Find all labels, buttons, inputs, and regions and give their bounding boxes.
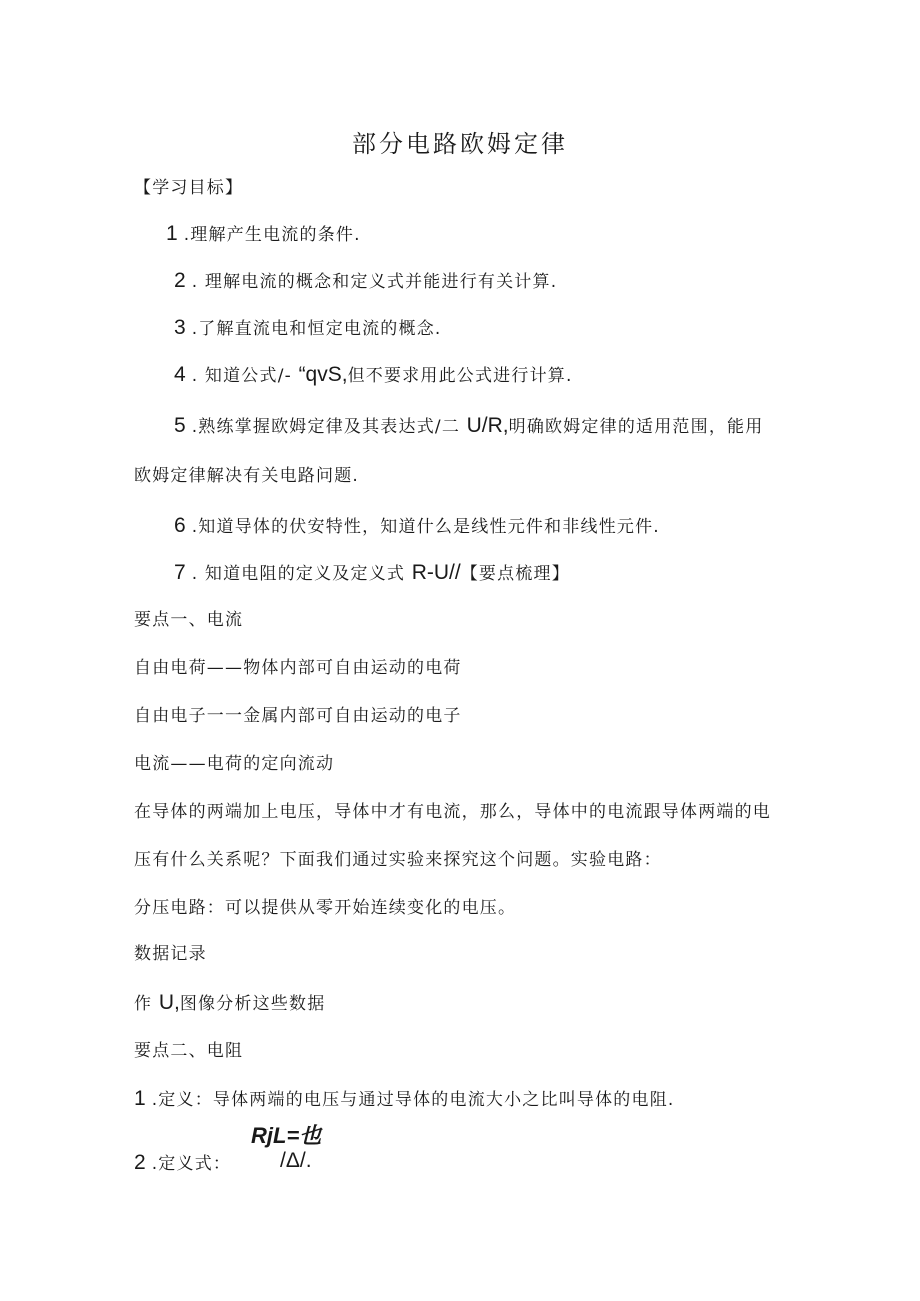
graph-text: 作: [134, 994, 159, 1014]
graph-line: [134, 992, 325, 1013]
objective-text: .理解产生电流的条件.: [183, 225, 361, 245]
objectives-heading: 【学习目标】: [134, 178, 244, 198]
objective-text: . 知道电阻的定义及定义式: [191, 564, 412, 584]
paragraph-line: 数据记录: [134, 944, 207, 964]
paragraph-line: 分压电路：可以提供从零开始连续变化的电压。: [134, 898, 517, 918]
section-heading: 【要点梳理】: [460, 564, 570, 584]
definition-text: .定义：导体两端的电压与通过导体的电流大小之比叫导体的电阻.: [151, 1090, 675, 1110]
objective-7: [174, 562, 570, 583]
definition-text: .定义式：: [151, 1154, 232, 1174]
paragraph-line: 电流——电荷的定向流动: [134, 754, 335, 774]
section-heading-resistance: 要点二、电阻: [134, 1041, 244, 1061]
objective-text: .知道导体的伏安特性，知道什么是线性元件和非线性元件.: [191, 517, 660, 537]
objective-number: 5: [174, 414, 186, 437]
objective-number: 3: [174, 316, 186, 339]
graph-formula: U,: [158, 991, 180, 1014]
objective-text: .熟练掌握欧姆定律及其表达式/二: [191, 417, 467, 437]
definition-formula: [280, 1150, 312, 1171]
graph-text: 图像分析这些数据: [179, 994, 326, 1014]
objective-number: 2: [174, 269, 186, 292]
resistance-formula: RjL=也: [251, 1123, 322, 1148]
paragraph-line: 自由电荷——物体内部可自由运动的电荷: [134, 658, 462, 678]
objective-5: [174, 415, 763, 436]
objective-5-continuation: 欧姆定律解决有关电路问题.: [134, 466, 360, 486]
objective-number: 6: [174, 514, 186, 537]
objective-number: 7: [174, 561, 186, 584]
objective-number: 1: [166, 222, 178, 245]
objective-1: [166, 223, 361, 244]
page-title: 部分电路欧姆定律: [352, 130, 568, 158]
objective-formula: R-U//: [411, 561, 461, 584]
objective-6: [174, 515, 660, 536]
objective-formula: U/R,: [466, 414, 509, 437]
objective-2: [174, 270, 557, 291]
objective-3: [174, 317, 442, 338]
objective-text: . 知道公式/-: [191, 366, 299, 386]
definition-number: 2: [134, 1151, 146, 1174]
section-heading-current: 要点一、电流: [134, 610, 244, 630]
definition-formula-line: [134, 1152, 231, 1173]
objective-4: [174, 364, 573, 385]
definition-formula-value: /Δ/.: [280, 1149, 312, 1172]
objective-text: .了解直流电和恒定电流的概念.: [191, 319, 442, 339]
paragraph-line: 压有什么关系呢？下面我们通过实验来探究这个问题。实验电路：: [134, 850, 662, 870]
definition-line: [134, 1088, 675, 1109]
objective-number: 4: [174, 363, 186, 386]
paragraph-line: 自由电子一一金属内部可自由运动的电子: [134, 706, 462, 726]
objective-text: 但不要求用此公式进行计算.: [347, 366, 573, 386]
objective-text: . 理解电流的概念和定义式并能进行有关计算.: [191, 272, 558, 292]
definition-number: 1: [134, 1087, 146, 1110]
paragraph-line: 在导体的两端加上电压，导体中才有电流，那么，导体中的电流跟导体两端的电: [134, 802, 771, 822]
objective-text: 明确欧姆定律的适用范围，能用: [508, 417, 764, 437]
objective-formula: “qvS,: [298, 363, 348, 386]
